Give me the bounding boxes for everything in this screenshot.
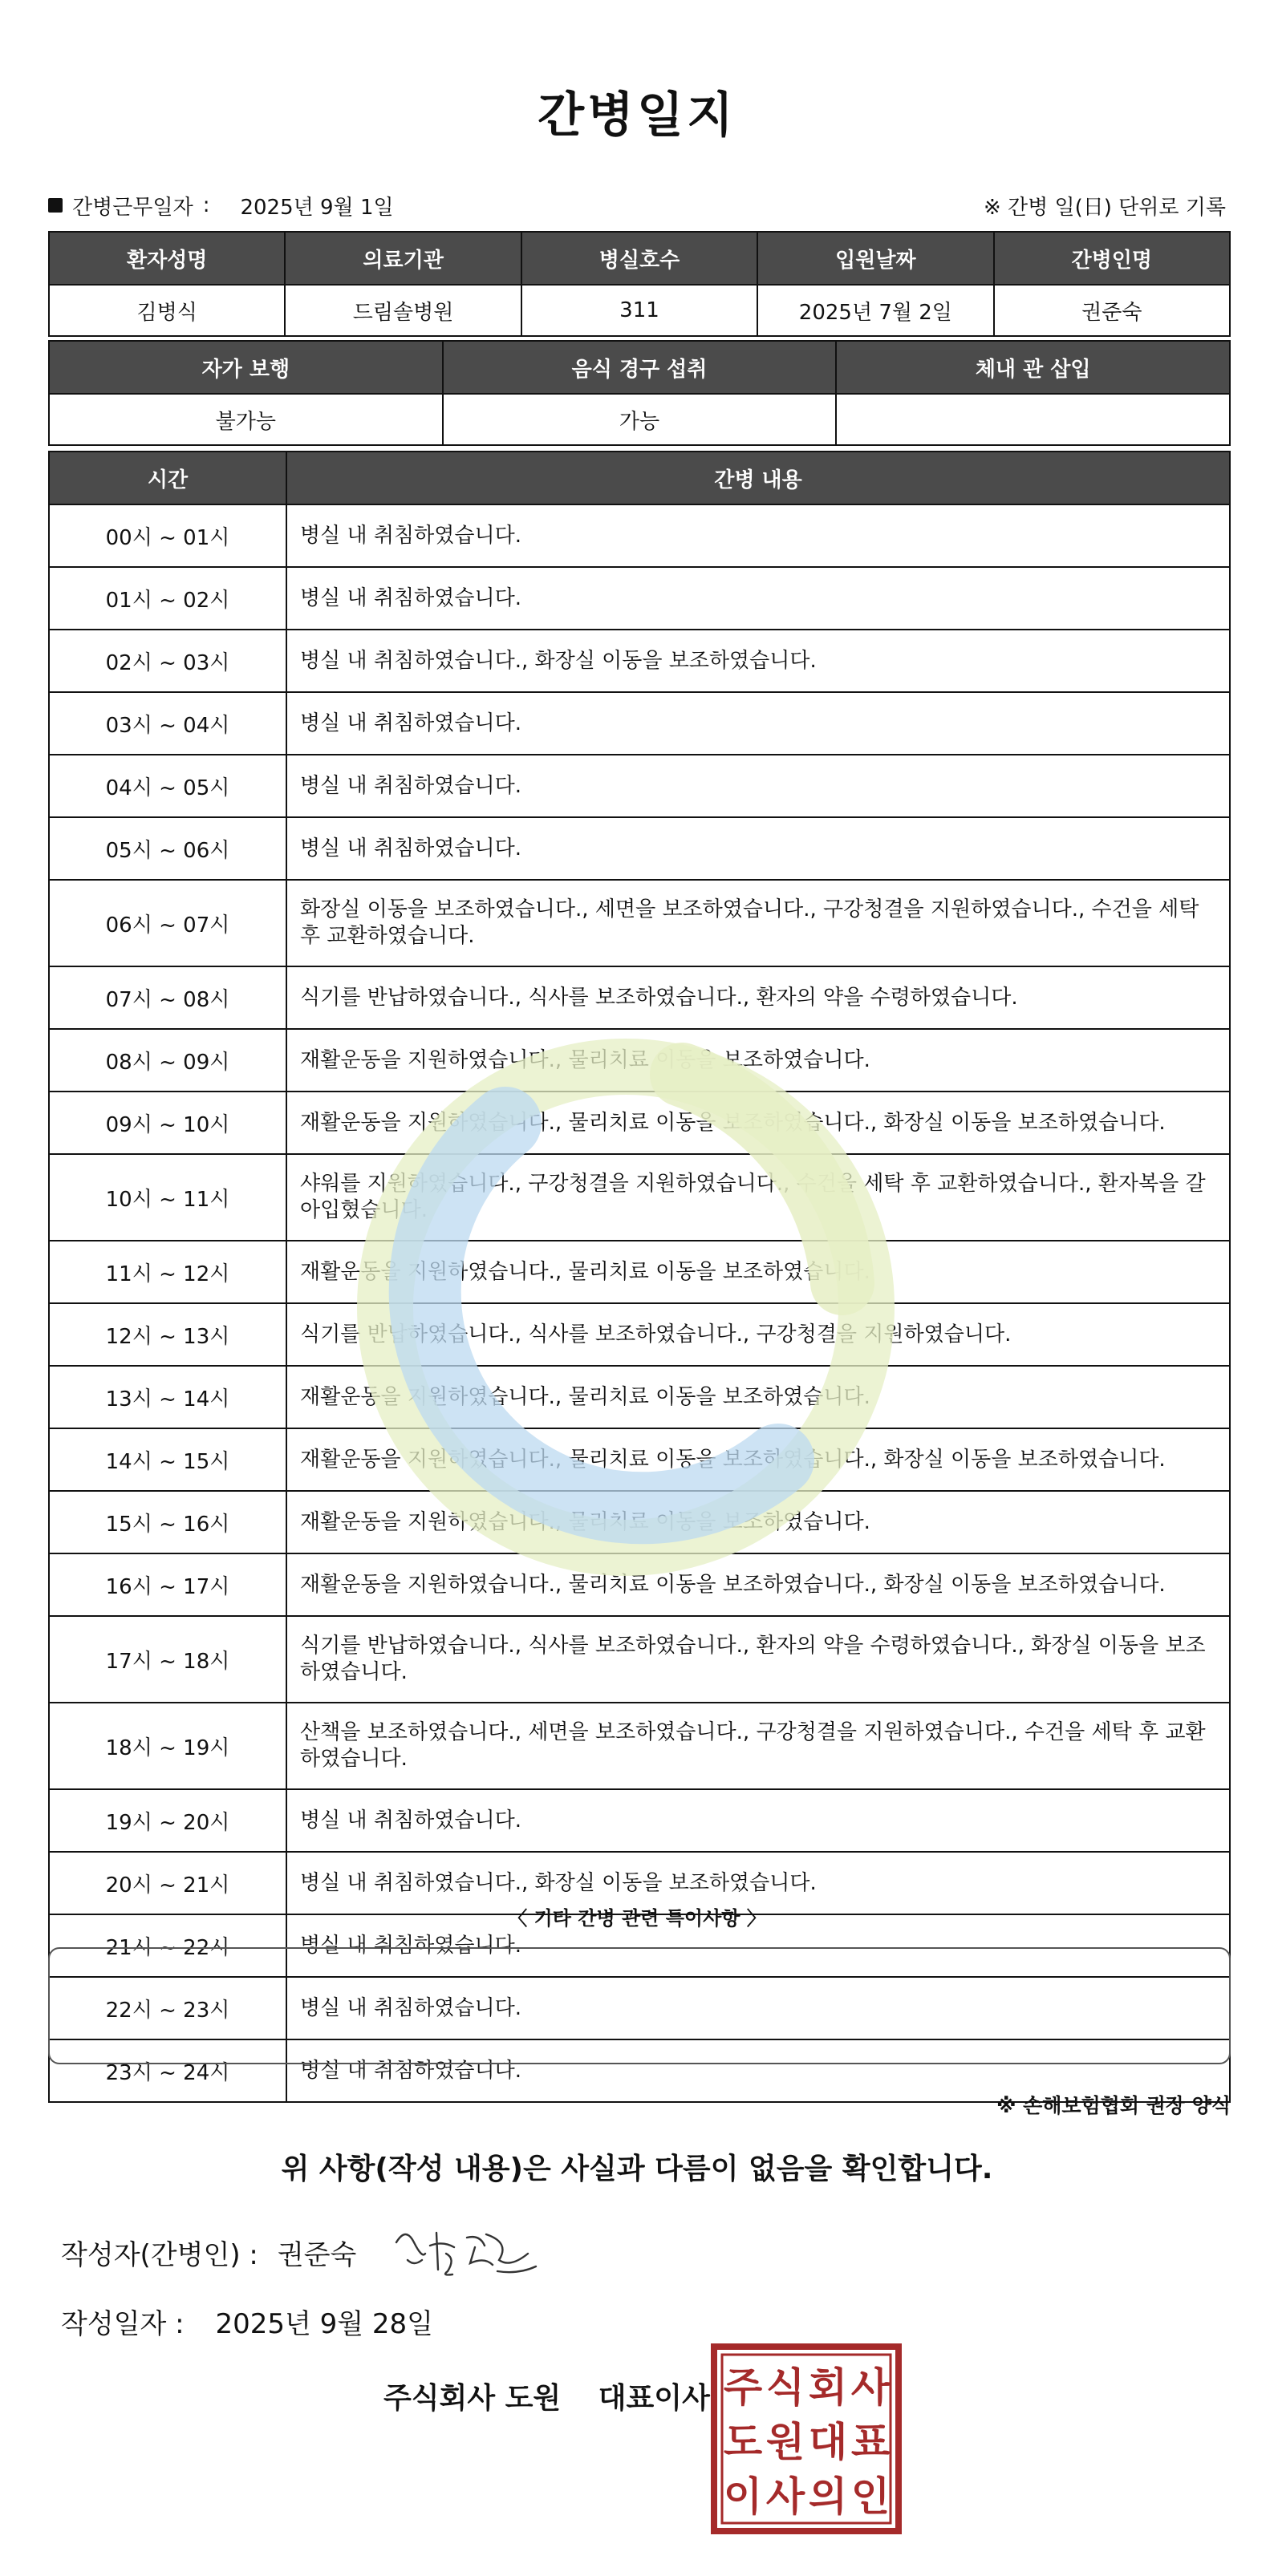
table-row xyxy=(49,1029,1230,1092)
time-slot: 19시 ~ 20시 xyxy=(49,1789,286,1852)
care-content: 병실 내 취침하였습니다. xyxy=(286,2039,1230,2102)
header-caregiver-name: 간병인명 xyxy=(994,232,1230,285)
care-content: 재활운동을 지원하였습니다., 물리치료 이동을 보조하였습니다., 화장실 이동을 보조하였습니다. xyxy=(286,1092,1230,1154)
header-self-walking: 자가 보행 xyxy=(49,341,443,394)
seal-glyph: 사 xyxy=(765,2473,805,2520)
table-row xyxy=(49,1092,1230,1154)
seal-glyph: 인 xyxy=(850,2473,891,2520)
header-hospital: 의료기관 xyxy=(285,232,521,285)
table-row xyxy=(49,1553,1230,1616)
table-row xyxy=(49,1241,1230,1303)
seal-glyph: 대 xyxy=(808,2419,848,2465)
form-source-note: ※ 손해보험협회 권장 양식 xyxy=(996,2094,1231,2117)
seal-glyph: 이 xyxy=(723,2473,763,2520)
care-log-header-row xyxy=(49,452,1230,504)
table-row xyxy=(49,1154,1230,1241)
table-row xyxy=(49,1303,1230,1366)
table-row xyxy=(49,966,1230,1029)
work-date-separator: : xyxy=(202,193,210,217)
time-slot: 12시 ~ 13시 xyxy=(49,1303,286,1366)
care-content: 재활운동을 지원하였습니다., 물리치료 이동을 보조하였습니다. xyxy=(286,1029,1230,1092)
company-name: 주식회사 도원 xyxy=(383,2382,562,2415)
time-slot: 20시 ~ 21시 xyxy=(49,1852,286,1914)
oral-intake-value: 가능 xyxy=(443,394,837,445)
writer-name: 권준숙 xyxy=(277,2239,357,2271)
seal-glyph: 원 xyxy=(765,2419,805,2465)
care-content: 화장실 이동을 보조하였습니다., 세면을 보조하였습니다., 구강청결을 지원하였습니다., 수건을 세탁 후 교환하였습니다. xyxy=(286,880,1230,966)
hospital-name: 드림솔병원 xyxy=(285,285,521,336)
written-date-line xyxy=(61,2302,433,2341)
care-content: 병실 내 취침하였습니다. xyxy=(286,504,1230,567)
room-number: 311 xyxy=(521,285,757,336)
tube-insertion-value xyxy=(836,394,1230,445)
caregiver-name: 권준숙 xyxy=(994,285,1230,336)
table-row xyxy=(49,1616,1230,1703)
written-date-label: 작성일자 : xyxy=(61,2308,185,2340)
time-slot: 22시 ~ 23시 xyxy=(49,1977,286,2039)
time-slot: 09시 ~ 10시 xyxy=(49,1092,286,1154)
header-care-content: 간병 내용 xyxy=(286,452,1230,504)
time-slot: 21시 ~ 22시 xyxy=(49,1914,286,1977)
work-date-label: 간병근무일자 xyxy=(72,195,193,220)
table-row xyxy=(49,1703,1230,1789)
header-admission-date: 입원날짜 xyxy=(757,232,993,285)
seal-glyph: 도 xyxy=(723,2419,763,2465)
time-slot: 03시 ~ 04시 xyxy=(49,692,286,755)
care-content: 병실 내 취침하였습니다. xyxy=(286,1914,1230,1977)
square-bullet-icon xyxy=(48,198,63,213)
table-row xyxy=(49,692,1230,755)
writer-line xyxy=(61,2233,356,2272)
time-slot: 14시 ~ 15시 xyxy=(49,1428,286,1491)
table-row xyxy=(49,1366,1230,1428)
header-oral-intake: 음식 경구 섭취 xyxy=(443,341,837,394)
patient-info-value-row xyxy=(49,285,1230,336)
work-date xyxy=(48,191,394,221)
company-seal-icon xyxy=(711,2343,902,2534)
care-content: 병실 내 취침하였습니다. xyxy=(286,817,1230,880)
confirmation-statement: 위 사항(작성 내용)은 사실과 다름이 없음을 확인합니다. xyxy=(281,2153,993,2185)
seal-glyph: 식 xyxy=(765,2364,805,2411)
seal-glyph: 표 xyxy=(850,2419,891,2465)
header-patient-name: 환자성명 xyxy=(49,232,285,285)
notes-heading: 〈 기타 간병 관련 특이사항 〉 xyxy=(508,1907,766,1930)
care-content: 재활운동을 지원하였습니다., 물리치료 이동을 보조하였습니다., 화장실 이동을 보조하였습니다. xyxy=(286,1553,1230,1616)
care-content: 병실 내 취침하였습니다. xyxy=(286,1977,1230,2039)
time-slot: 02시 ~ 03시 xyxy=(49,630,286,692)
time-slot: 08시 ~ 09시 xyxy=(49,1029,286,1092)
time-slot: 06시 ~ 07시 xyxy=(49,880,286,966)
table-row xyxy=(49,1789,1230,1852)
unit-note: ※ 간병 일(日) 단위로 기록 xyxy=(983,195,1226,220)
care-content: 식기를 반납하였습니다., 식사를 보조하였습니다., 환자의 약을 수령하였습니다., 화장실 이동을 보조하였습니다. xyxy=(286,1616,1230,1703)
care-content: 병실 내 취침하였습니다. xyxy=(286,567,1230,630)
time-slot: 16시 ~ 17시 xyxy=(49,1553,286,1616)
care-log-table xyxy=(48,451,1231,2103)
time-slot: 18시 ~ 19시 xyxy=(49,1703,286,1789)
table-row xyxy=(49,567,1230,630)
care-content: 병실 내 취침하였습니다. xyxy=(286,692,1230,755)
writer-label: 작성자(간병인) : xyxy=(61,2239,258,2271)
page-title: 간병일지 xyxy=(538,87,736,144)
work-date-value: 2025년 9월 1일 xyxy=(240,195,394,220)
meta-row xyxy=(48,189,1226,221)
care-content: 식기를 반납하였습니다., 식사를 보조하였습니다., 환자의 약을 수령하였습니다. xyxy=(286,966,1230,1029)
care-content: 병실 내 취침하였습니다., 화장실 이동을 보조하였습니다. xyxy=(286,630,1230,692)
care-content: 병실 내 취침하였습니다. xyxy=(286,1789,1230,1852)
care-content: 산책을 보조하였습니다., 세면을 보조하였습니다., 구강청결을 지원하였습니다., 수건을 세탁 후 교환하였습니다. xyxy=(286,1703,1230,1789)
table-row xyxy=(49,880,1230,966)
time-slot: 17시 ~ 18시 xyxy=(49,1616,286,1703)
admission-date: 2025년 7월 2일 xyxy=(757,285,993,336)
header-time: 시간 xyxy=(49,452,286,504)
abilities-value-row xyxy=(49,394,1230,445)
written-date-value: 2025년 9월 28일 xyxy=(215,2308,434,2340)
notes-box xyxy=(48,1947,1231,2064)
time-slot: 07시 ~ 08시 xyxy=(49,966,286,1029)
header-tube-insertion: 체내 관 삽입 xyxy=(836,341,1230,394)
time-slot: 04시 ~ 05시 xyxy=(49,755,286,817)
header-room-number: 병실호수 xyxy=(521,232,757,285)
patient-info-table xyxy=(48,231,1231,337)
care-content: 재활운동을 지원하였습니다., 물리치료 이동을 보조하였습니다. xyxy=(286,1241,1230,1303)
patient-name: 김병식 xyxy=(49,285,285,336)
time-slot: 05시 ~ 06시 xyxy=(49,817,286,880)
time-slot: 13시 ~ 14시 xyxy=(49,1366,286,1428)
table-row xyxy=(49,817,1230,880)
time-slot: 10시 ~ 11시 xyxy=(49,1154,286,1241)
self-walking-value: 불가능 xyxy=(49,394,443,445)
table-row xyxy=(49,504,1230,567)
abilities-header-row xyxy=(49,341,1230,394)
care-content: 병실 내 취침하였습니다. xyxy=(286,755,1230,817)
time-slot: 00시 ~ 01시 xyxy=(49,504,286,567)
time-slot: 23시 ~ 24시 xyxy=(49,2039,286,2102)
care-content: 재활운동을 지원하였습니다., 물리치료 이동을 보조하였습니다., 화장실 이동을 보조하였습니다. xyxy=(286,1428,1230,1491)
company-representative: 대표이사 xyxy=(598,2382,710,2415)
seal-glyph: 주 xyxy=(723,2364,763,2411)
table-row xyxy=(49,755,1230,817)
care-content: 재활운동을 지원하였습니다., 물리치료 이동을 보조하였습니다. xyxy=(286,1491,1230,1553)
seal-glyph: 사 xyxy=(850,2364,891,2411)
time-slot: 01시 ~ 02시 xyxy=(49,567,286,630)
seal-glyph: 회 xyxy=(808,2364,848,2411)
table-row xyxy=(49,630,1230,692)
care-content: 식기를 반납하였습니다., 식사를 보조하였습니다., 구강청결을 지원하였습니다. xyxy=(286,1303,1230,1366)
time-slot: 15시 ~ 16시 xyxy=(49,1491,286,1553)
signature-icon xyxy=(390,2218,542,2282)
table-row xyxy=(49,1428,1230,1491)
table-row xyxy=(49,1491,1230,1553)
time-slot: 11시 ~ 12시 xyxy=(49,1241,286,1303)
patient-info-header-row xyxy=(49,232,1230,285)
care-content: 병실 내 취침하였습니다., 화장실 이동을 보조하였습니다. xyxy=(286,1852,1230,1914)
care-content: 샤워를 지원하였습니다., 구강청결을 지원하였습니다., 수건을 세탁 후 교환하였습니다., 환자복을 갈아입혔습니다. xyxy=(286,1154,1230,1241)
care-log-body xyxy=(49,504,1230,2102)
seal-glyph: 의 xyxy=(808,2473,848,2520)
care-content: 재활운동을 지원하였습니다., 물리치료 이동을 보조하였습니다. xyxy=(286,1366,1230,1428)
company-line xyxy=(383,2376,710,2416)
abilities-table xyxy=(48,340,1231,446)
